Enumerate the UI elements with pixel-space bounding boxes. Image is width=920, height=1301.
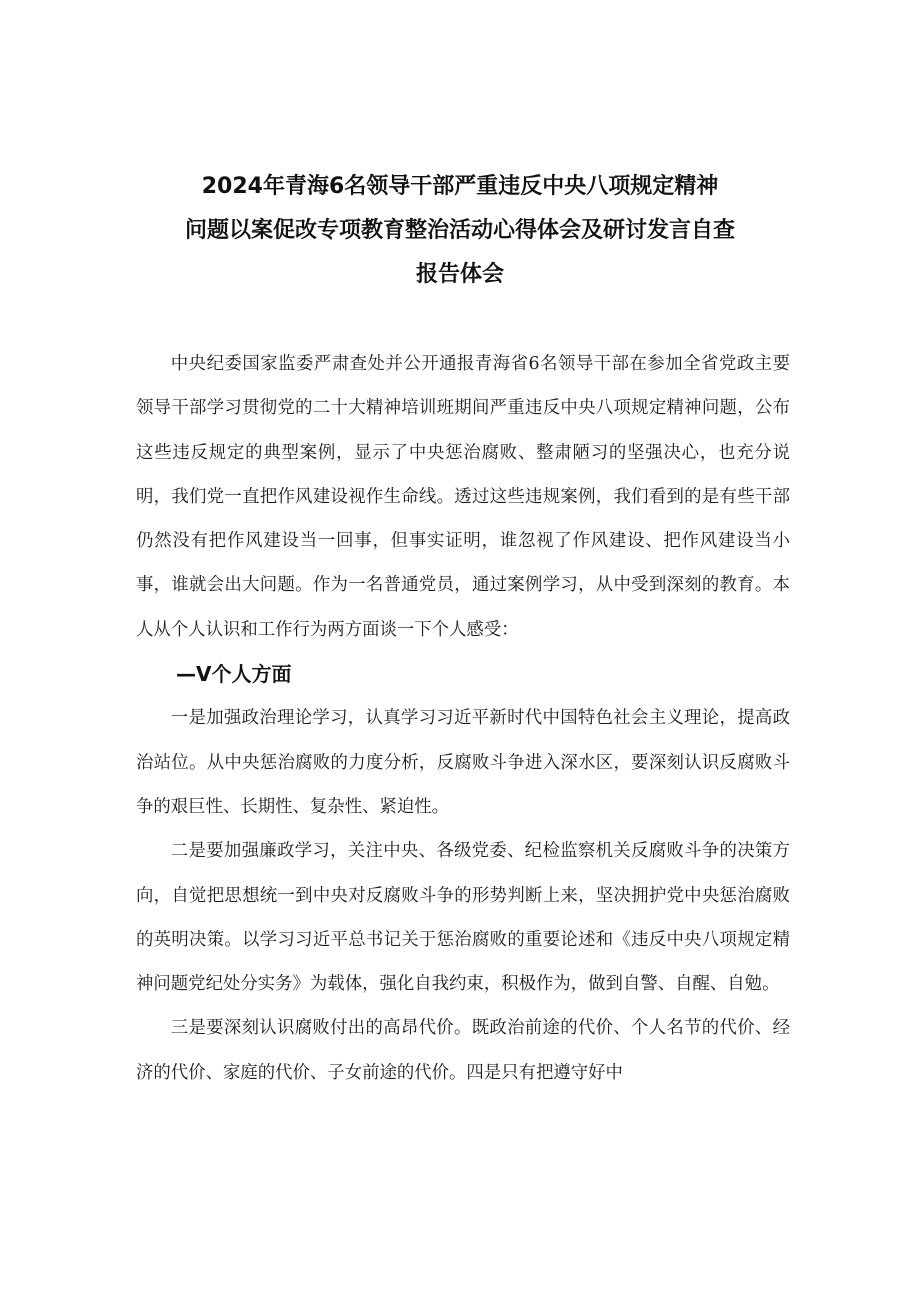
- title-line-3: 报告体会: [415, 262, 504, 287]
- title-line-1: 2024年青海6名领导干部严重违反中央八项规定精神: [201, 174, 719, 199]
- document-body: [136, 342, 790, 1095]
- point-1-paragraph: 一是加强政治理论学习，认真学习习近平新时代中国特色社会主义理论，提高政治站位。从中央惩治腐败的力度分析，反腐败斗争进入深水区，要深刻认识反腐败斗争的艰巨性、长期性、复杂性、紧迫性。: [136, 708, 790, 817]
- intro-paragraph: 中央纪委国家监委严肃查处并公开通报青海省6名领导干部在参加全省党政主要领导干部学习贯彻党的二十大精神培训班期间严重违反中央八项规定精神问题，公布这些违反规定的典型案例，显示了中央惩治腐败、整肃陋习的坚强决心，也充分说明，我们党一直把作风建设视作生命线。透过这些违规案例，我们看到的是有些干部仍然没有把作风建设当一回事，但事实证明，谁忽视了作风建设、把作风建设当小事，谁就会出大问题。作为一名普通党员，通过案例学习，从中受到深刻的教育。本人从个人认识和工作行为两方面谈一下个人感受：: [136, 354, 790, 640]
- point-3-paragraph: 三是要深刻认识腐败付出的高昂代价。既政治前途的代价、个人名节的代价、经济的代价、家庭的代价、子女前途的代价。四是只有把遵守好中: [136, 1018, 790, 1083]
- section-heading: —V个人方面: [176, 662, 292, 687]
- document-title: [120, 165, 800, 297]
- point-2-paragraph: 二是要加强廉政学习，关注中央、各级党委、纪检监察机关反腐败斗争的决策方向，自觉把思想统一到中央对反腐败斗争的形势判断上来，坚决拥护党中央惩治腐败的英明决策。以学习习近平总书记关于惩治腐败的重要论述和《违反中央八项规定精神问题党纪处分实务》为载体，强化自我约束，积极作为，做到自警、自醒、自勉。: [136, 841, 790, 995]
- title-line-2: 问题以案促改专项教育整治活动心得体会及研讨发言自查: [184, 218, 735, 243]
